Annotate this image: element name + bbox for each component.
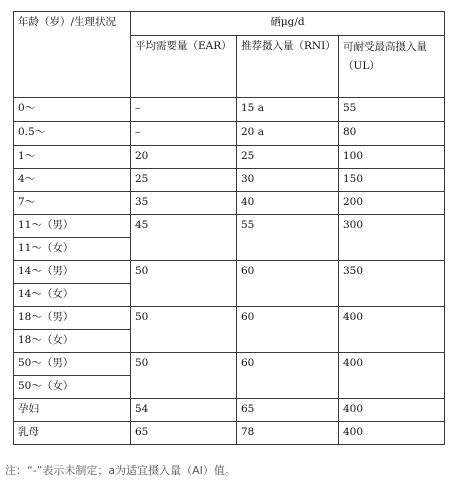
ul-cell: 300 xyxy=(339,215,445,261)
ear-cell: 25 xyxy=(131,169,237,192)
rni-cell: 60 xyxy=(237,261,339,307)
table-footnote: 注：“-”表示未制定；a为适宜摄入量（AI）值。 xyxy=(5,464,236,477)
ul-cell: 400 xyxy=(339,399,445,422)
age-cell: 0～ xyxy=(14,98,131,122)
unit-header: 硒μg/d xyxy=(131,12,445,36)
age-cell-female: 11～（女） xyxy=(14,238,131,261)
ear-cell: 50 xyxy=(131,307,237,353)
ear-header: 平均需要量（EAR） xyxy=(131,36,237,98)
ear-cell: 35 xyxy=(131,192,237,215)
ul-header: 可耐受最高摄入量（UL） xyxy=(339,36,445,98)
selenium-intake-table xyxy=(13,11,445,445)
ear-cell: 50 xyxy=(131,261,237,307)
ul-cell: 400 xyxy=(339,422,445,445)
age-cell-male: 18～（男） xyxy=(14,307,131,330)
age-cell-male: 14～（男） xyxy=(14,261,131,284)
ul-cell: 400 xyxy=(339,353,445,399)
rni-cell: 25 xyxy=(237,146,339,169)
rni-header: 推荐摄入量（RNI） xyxy=(237,36,339,98)
rni-cell: 65 xyxy=(237,399,339,422)
rni-cell: 55 xyxy=(237,215,339,261)
ul-cell: 200 xyxy=(339,192,445,215)
table-row xyxy=(14,353,445,376)
rni-cell: 60 xyxy=(237,307,339,353)
ear-cell: – xyxy=(131,98,237,122)
age-cell: 7～ xyxy=(14,192,131,215)
table-row xyxy=(14,169,445,192)
age-status-header: 年龄（岁）/生理状况 xyxy=(14,12,131,98)
ul-cell: 350 xyxy=(339,261,445,307)
header-row xyxy=(14,12,445,36)
age-cell-male: 50～（男） xyxy=(14,353,131,376)
ul-cell: 150 xyxy=(339,169,445,192)
table-row xyxy=(14,307,445,330)
rni-cell: 15 a xyxy=(237,98,339,122)
ear-cell: 54 xyxy=(131,399,237,422)
table-row xyxy=(14,422,445,445)
table-row xyxy=(14,122,445,146)
age-cell: 0.5～ xyxy=(14,122,131,146)
table-row xyxy=(14,192,445,215)
ear-cell: 50 xyxy=(131,353,237,399)
ear-cell: 20 xyxy=(131,146,237,169)
table-row xyxy=(14,98,445,122)
ear-cell: 65 xyxy=(131,422,237,445)
table-row xyxy=(14,261,445,284)
table-row xyxy=(14,215,445,238)
ear-cell: 45 xyxy=(131,215,237,261)
table-row xyxy=(14,399,445,422)
ul-cell: 80 xyxy=(339,122,445,146)
age-cell: 1～ xyxy=(14,146,131,169)
ul-cell: 400 xyxy=(339,307,445,353)
rni-cell: 40 xyxy=(237,192,339,215)
age-cell-female: 50～（女） xyxy=(14,376,131,399)
ul-cell: 55 xyxy=(339,98,445,122)
age-cell: 乳母 xyxy=(14,422,131,445)
rni-cell: 20 a xyxy=(237,122,339,146)
ear-cell: – xyxy=(131,122,237,146)
rni-cell: 30 xyxy=(237,169,339,192)
age-cell: 孕妇 xyxy=(14,399,131,422)
table-row xyxy=(14,146,445,169)
age-cell-female: 14～（女） xyxy=(14,284,131,307)
rni-cell: 60 xyxy=(237,353,339,399)
age-cell-male: 11～（男） xyxy=(14,215,131,238)
age-cell: 4～ xyxy=(14,169,131,192)
ul-cell: 100 xyxy=(339,146,445,169)
rni-cell: 78 xyxy=(237,422,339,445)
age-cell-female: 18～（女） xyxy=(14,330,131,353)
